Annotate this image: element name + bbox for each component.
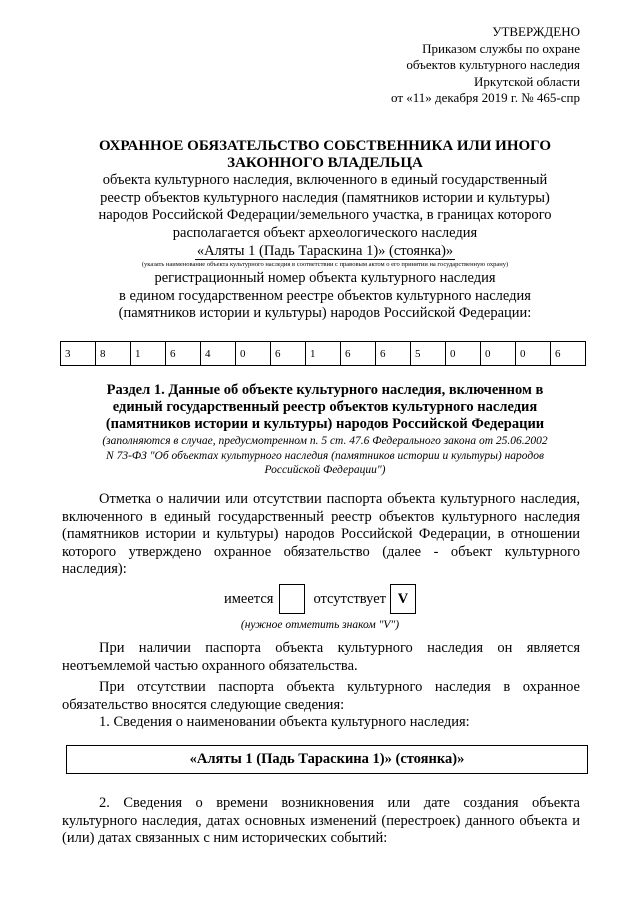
object-name-box: «Аляты 1 (Падь Тараскина 1)» (стоянка)» bbox=[66, 745, 588, 774]
title-line: народов Российской Федерации/земельного участка, в границах которого bbox=[98, 207, 552, 223]
passport-absent-paragraph: При отсутствии паспорта объекта культурного наследия в охранное обязательство вносятся следующие сведения: bbox=[62, 679, 580, 713]
registration-digit: 6 bbox=[271, 342, 306, 366]
registration-line: в едином государственном реестре объектов культурного наследия bbox=[119, 287, 531, 304]
registration-digit: 0 bbox=[236, 342, 271, 366]
object-name-line bbox=[60, 243, 590, 260]
present-label: имеется bbox=[224, 590, 274, 607]
registration-digit: 4 bbox=[201, 342, 236, 366]
absent-label: отсутствует bbox=[313, 590, 386, 607]
title-heading: ЗАКОННОГО ВЛАДЕЛЬЦА bbox=[227, 155, 423, 171]
registration-line: регистрационный номер объекта культурного наследия bbox=[154, 270, 496, 286]
item-2-block bbox=[62, 795, 580, 848]
registration-digit: 6 bbox=[376, 342, 411, 366]
registration-digit: 0 bbox=[446, 342, 481, 366]
approval-line: УТВЕРЖДЕНО bbox=[492, 24, 580, 39]
title-line: объекта культурного наследия, включенного в единый государственный bbox=[102, 172, 548, 188]
approval-line: Иркутской области bbox=[474, 73, 580, 89]
present-checkbox[interactable] bbox=[279, 584, 305, 614]
registration-line: (памятников истории и культуры) народов Российской Федерации: bbox=[118, 305, 532, 321]
title-line: располагается объект археологического наследия bbox=[172, 224, 478, 241]
registration-digit: 1 bbox=[306, 342, 341, 366]
item-2-label: 2. Сведения о времени возникновения или дате создания объекта культурного наследия, датах основных изменений (перестроек) данного объекта и (или) датах связанных с ним исторических событий: bbox=[62, 795, 580, 846]
registration-digit: 0 bbox=[516, 342, 551, 366]
passport-info-block bbox=[62, 640, 580, 732]
title-heading: ОХРАННОЕ ОБЯЗАТЕЛЬСТВО СОБСТВЕННИКА ИЛИ ИНОГО bbox=[98, 138, 552, 154]
registration-digit: 6 bbox=[166, 342, 201, 366]
section-heading: Раздел 1. Данные об объекте культурного наследия, включенном в bbox=[106, 382, 544, 398]
registration-digit: 3 bbox=[61, 342, 96, 366]
approval-line: объектов культурного наследия bbox=[406, 57, 580, 72]
document-title bbox=[60, 138, 590, 323]
item-1-label: 1. Сведения о наименовании объекта культурного наследия: bbox=[99, 714, 470, 730]
passport-paragraph: Отметка о наличии или отсутствии паспорта объекта культурного наследия, включенного в единый государственный реестр объектов культурного наследия (памятников истории и культуры) народов Российской Федерации, в отношении которого утверждено охранное обязательство (далее - объект культурного наследия): bbox=[62, 491, 580, 577]
section-heading: единый государственный реестр объектов культурного наследия bbox=[112, 399, 538, 415]
section-note-line: N 73-ФЗ "Об объектах культурного наследия (памятников истории и культуры) народов bbox=[106, 449, 544, 462]
absent-checkbox[interactable]: V bbox=[390, 584, 416, 614]
title-line: реестр объектов культурного наследия (памятников истории и культуры) bbox=[100, 189, 550, 206]
approval-line: Приказом службы по охране bbox=[422, 40, 580, 56]
passport-paragraph-block bbox=[62, 491, 580, 579]
registration-label bbox=[60, 270, 590, 323]
approval-stamp bbox=[391, 24, 580, 107]
section-note bbox=[62, 434, 588, 478]
registration-digit: 0 bbox=[481, 342, 516, 366]
registration-digit: 5 bbox=[411, 342, 446, 366]
registration-number-table bbox=[60, 341, 586, 366]
registration-digit: 1 bbox=[131, 342, 166, 366]
object-name-hint: (указать наименование объекта культурного наследия в соответствии с правовым актом о его принятии на государственную охрану) bbox=[141, 261, 509, 268]
passport-checkboxes bbox=[0, 584, 640, 614]
section-1-header bbox=[62, 382, 588, 478]
registration-digit: 6 bbox=[341, 342, 376, 366]
registration-digit: 6 bbox=[551, 342, 586, 366]
section-heading: (памятников истории и культуры) народов Российской Федерации bbox=[105, 416, 545, 432]
approval-line: от «11» декабря 2019 г. № 465-спр bbox=[391, 90, 580, 105]
object-name: «Аляты 1 (Падь Тараскина 1)» (стоянка)» bbox=[196, 243, 454, 259]
mark-note: (нужное отметить знаком "V") bbox=[240, 619, 400, 631]
passport-present-paragraph: При наличии паспорта объекта культурного наследия он является неотъемлемой частью охранного обязательства. bbox=[62, 640, 580, 674]
section-note-line: (заполняются в случае, предусмотренном п. 5 ст. 47.6 Федерального закона от 25.06.2002 bbox=[102, 435, 548, 447]
registration-digit: 8 bbox=[96, 342, 131, 366]
section-note-line: Российской Федерации") bbox=[264, 464, 386, 476]
